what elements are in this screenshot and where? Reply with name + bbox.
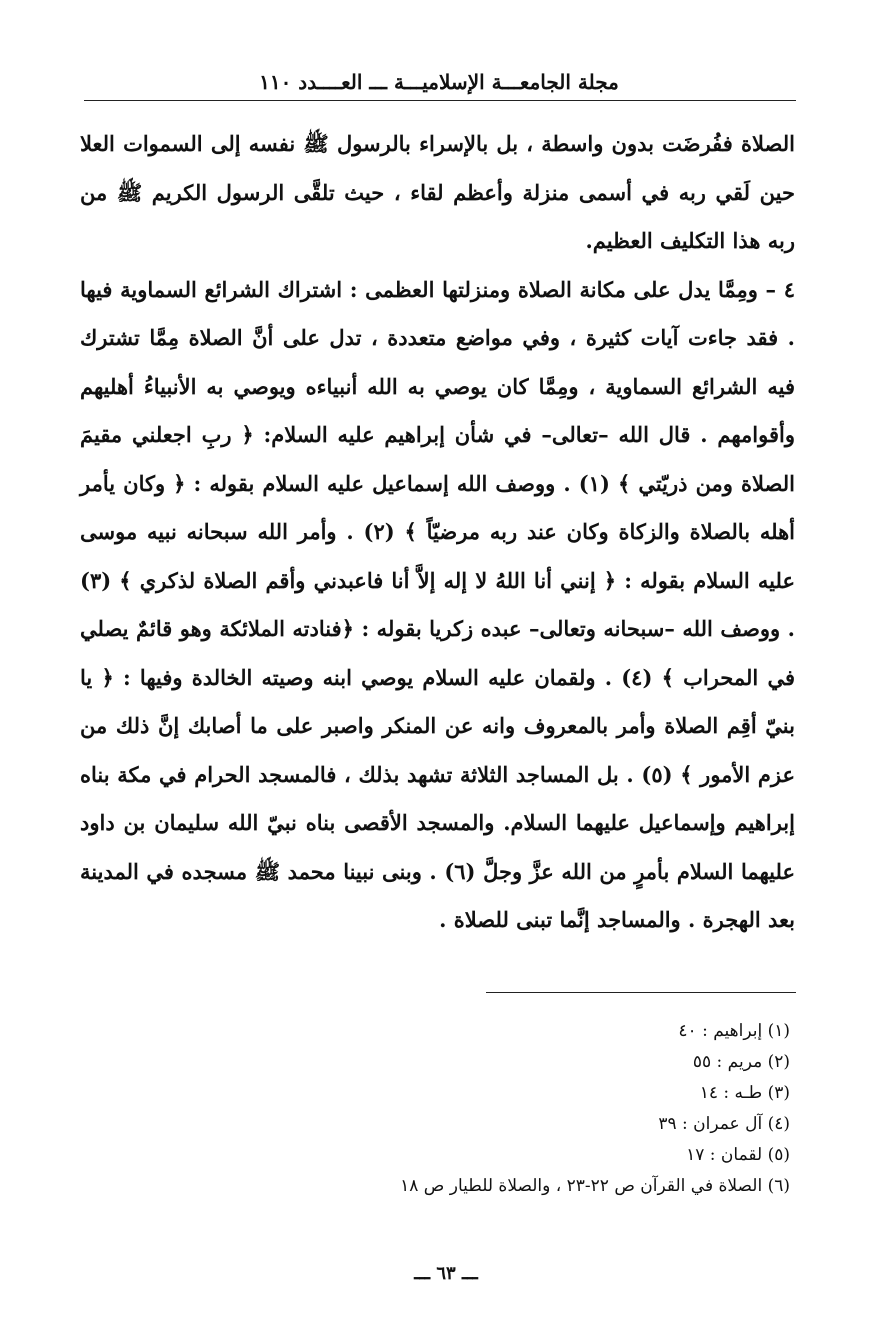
paragraph: الصلاة ففُرضَت بدون واسطة ، بل بالإسراء بالرسول ﷺ نفسه إلى السموات العلا حين لَقي ربه في أسمى منزلة وأعظم لقاء ، حيث تلقَّى الرسول الكريم ﷺ من ربه هذا التكليف العظيم.: [80, 131, 795, 253]
body-text: [80, 120, 795, 945]
header-divider: [84, 100, 796, 101]
footnote-item: (٥) لقمان : ١٧: [686, 1145, 790, 1165]
footnotes: [250, 1016, 790, 1202]
footnote-divider: [486, 992, 796, 993]
footnote-item: (٣) طـه : ١٤: [699, 1083, 790, 1103]
running-header: مجلة الجامعـــة الإسلاميـــة ـــ العــــدد ١١٠: [259, 70, 619, 94]
footnote-item: (٤) آل عمران : ٣٩: [658, 1114, 790, 1134]
paragraph: ٤ – ومِمَّا يدل على مكانة الصلاة ومنزلتها العظمى : اشتراك الشرائع السماوية فيها . فقد جاءت آيات كثيرة ، وفي مواضع متعددة ، تدل على أنَّ الصلاة مِمَّا تشترك فيه الشرائع السماوية ، ومِمَّا كان يوصي به الله أنبياءه ويوصي به الأنبياءُ أهليهم وأقوامهم . قال الله –تعالى– في شأن إبراهيم عليه السلام: ﴿ ربِ اجعلني مقيمَ الصلاة ومن ذريّتي ﴾ (١) . ووصف الله إسماعيل عليه السلام بقوله : ﴿ وكان يأمر أهله بالصلاة والزكاة وكان عند ربه مرضيّاً ﴾ (٢) . وأمر الله سبحانه نبيه موسى عليه السلام بقوله : ﴿ إنني أنا اللهُ لا إله إلاَّ أنا فاعبدني وأقم الصلاة لذكري ﴾ (٣) . ووصف الله –سبحانه وتعالى– عبده زكريا بقوله : ﴿فنادته الملائكة وهو قائمٌ يصلي في المحراب ﴾ (٤) . ولقمان عليه السلام يوصي ابنه وصيته الخالدة وفيها : ﴿ يا بنيّ أقِم الصلاة وأمر بالمعروف وانه عن المنكر واصبر على ما أصابك إنَّ ذلك من عزم الأمور ﴾ (٥) . بل المساجد الثلاثة تشهد بذلك ، فالمسجد الحرام في مكة بناه إبراهيم وإسماعيل عليهما السلام. والمسجد الأقصى بناه نبيّ الله سليمان بن داود عليهما السلام بأمرٍ من الله عزَّ وجلَّ (٦) . وبنى نبينا محمد ﷺ مسجده في المدينة بعد الهجرة . والمساجد إنَّما تبنى للصلاة .: [80, 276, 796, 932]
footnote-item: (١) إبراهيم : ٤٠: [678, 1021, 790, 1041]
footnote-item: (٢) مريم : ٥٥: [692, 1052, 790, 1072]
footnote-item: (٦) الصلاة في القرآن ص ٢٢-٢٣ ، والصلاة للطيار ص ١٨: [400, 1176, 790, 1196]
page-number: ـــ ٦٣ ـــ: [414, 1263, 478, 1284]
